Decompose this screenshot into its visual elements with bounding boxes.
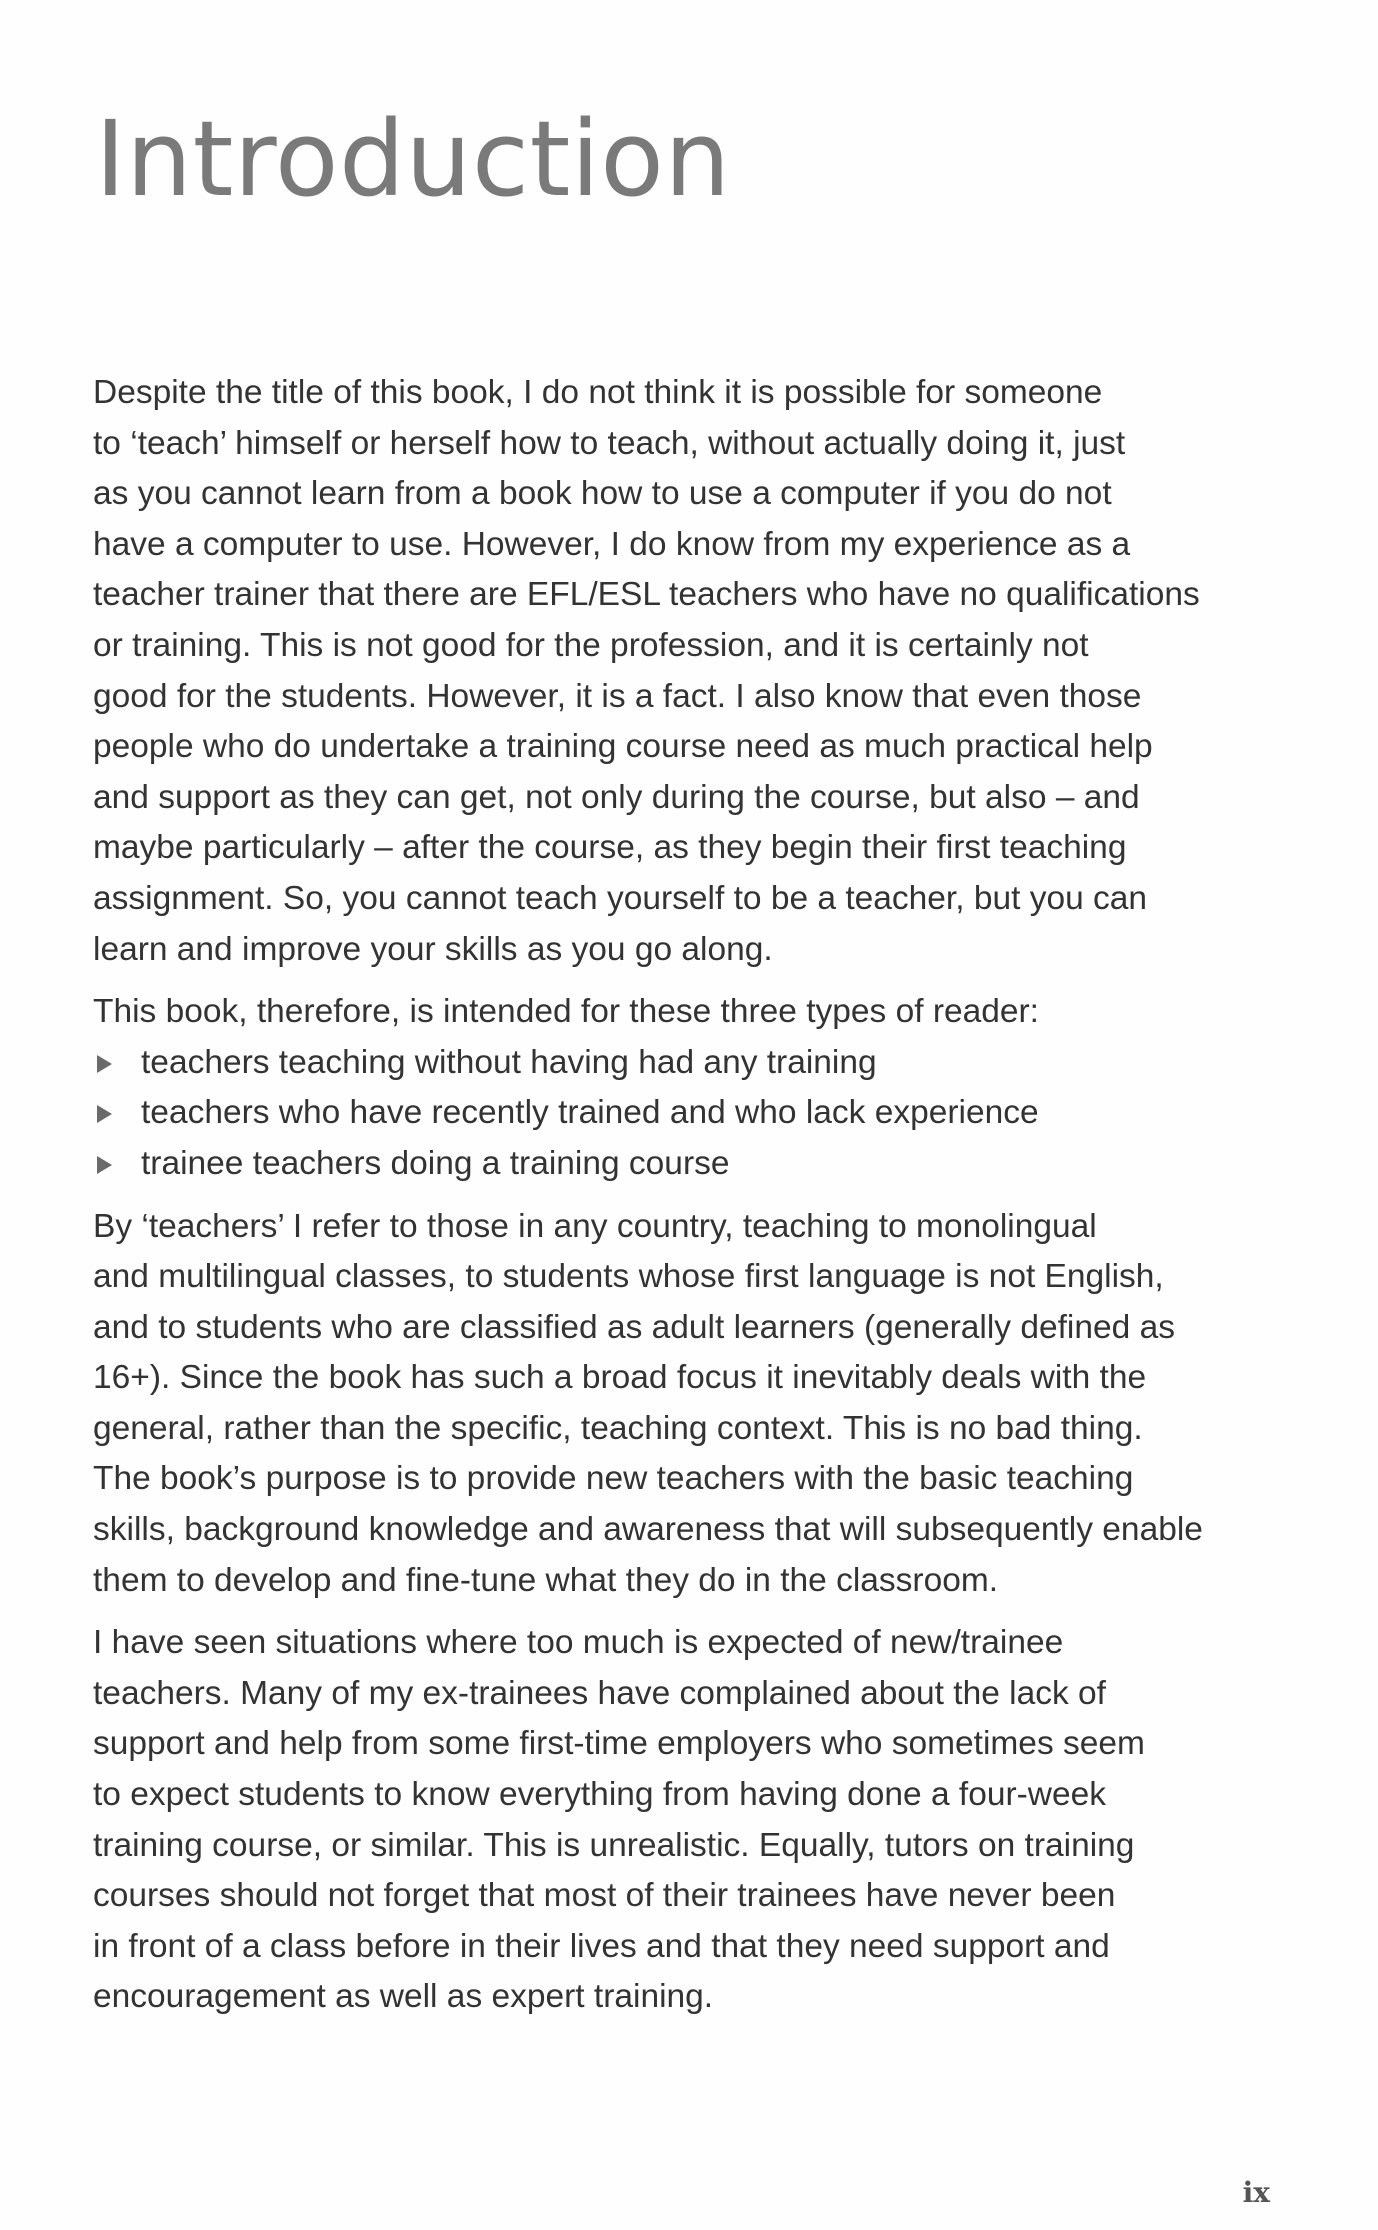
text-line: in front of a class before in their lives and that they need support and — [93, 1927, 1110, 1965]
text-line: teacher trainer that there are EFL/ESL teachers who have no qualifications — [93, 576, 1200, 614]
text-line: to expect students to know everything from having done a four-week — [93, 1776, 1107, 1814]
text-line: I have seen situations where too much is expected of new/trainee — [93, 1624, 1064, 1662]
text-line: encouragement as well as expert training. — [93, 1978, 714, 2016]
paragraph-4 — [93, 1618, 1283, 2023]
list-item — [93, 1038, 1283, 1089]
triangle-bullet-icon — [97, 1055, 112, 1073]
body-text — [93, 368, 1283, 2035]
text-line: to ‘teach’ himself or herself how to teach, without actually doing it, just — [93, 424, 1126, 462]
text-line: have a computer to use. However, I do know from my experience as a — [93, 525, 1131, 563]
page-title: Introduction — [95, 98, 731, 220]
list-item — [93, 1139, 1283, 1190]
text-line: Despite the title of this book, I do not think it is possible for someone — [93, 374, 1103, 411]
text-line: and support as they can get, not only during the course, but also – and — [93, 778, 1140, 816]
text-line: learn and improve your skills as you go along. — [93, 930, 773, 968]
text-line: The book’s purpose is to provide new teachers with the basic teaching — [93, 1460, 1134, 1498]
triangle-bullet-icon — [97, 1156, 112, 1174]
list-item-text: teachers who have recently trained and who lack experience — [141, 1094, 1039, 1132]
list-item — [93, 1088, 1283, 1139]
text-line: 16+). Since the book has such a broad focus it inevitably deals with the — [93, 1359, 1147, 1397]
text-line: training course, or similar. This is unrealistic. Equally, tutors on training — [93, 1826, 1135, 1864]
text-line: and to students who are classified as adult learners (generally defined as — [93, 1308, 1175, 1346]
text-line: assignment. So, you cannot teach yourself to be a teacher, but you can — [93, 879, 1148, 917]
reader-type-list — [93, 1038, 1283, 1190]
text-line: and multilingual classes, to students whose first language is not English, — [93, 1258, 1164, 1296]
text-line: as you cannot learn from a book how to use a computer if you do not — [93, 475, 1112, 513]
text-line: them to develop and fine-tune what they do in the classroom. — [93, 1561, 999, 1599]
text-line: good for the students. However, it is a fact. I also know that even those — [93, 677, 1142, 715]
paragraph-1 — [93, 368, 1283, 975]
text-line: maybe particularly – after the course, as they begin their first teaching — [93, 829, 1127, 867]
text-line: courses should not forget that most of their trainees have never been — [93, 1877, 1116, 1915]
paragraph-3 — [93, 1202, 1283, 1607]
text-line: or training. This is not good for the profession, and it is certainly not — [93, 626, 1089, 664]
text-line: general, rather than the specific, teaching context. This is no bad thing. — [93, 1409, 1143, 1447]
text-line: skills, background knowledge and awareness that will subsequently enable — [93, 1511, 1203, 1549]
list-item-text: teachers teaching without having had any training — [141, 1043, 877, 1081]
text-line: people who do undertake a training course need as much practical help — [93, 728, 1153, 766]
paragraph-2-intro: This book, therefore, is intended for these three types of reader: — [93, 993, 1039, 1031]
triangle-bullet-icon — [97, 1105, 112, 1123]
text-line: teachers. Many of my ex-trainees have complained about the lack of — [93, 1674, 1106, 1712]
text-line: support and help from some first-time employers who sometimes seem — [93, 1725, 1145, 1763]
list-item-text: trainee teachers doing a training course — [141, 1144, 730, 1182]
page-number: ix — [1242, 2176, 1270, 2209]
text-line: By ‘teachers’ I refer to those in any country, teaching to monolingual — [93, 1207, 1097, 1245]
